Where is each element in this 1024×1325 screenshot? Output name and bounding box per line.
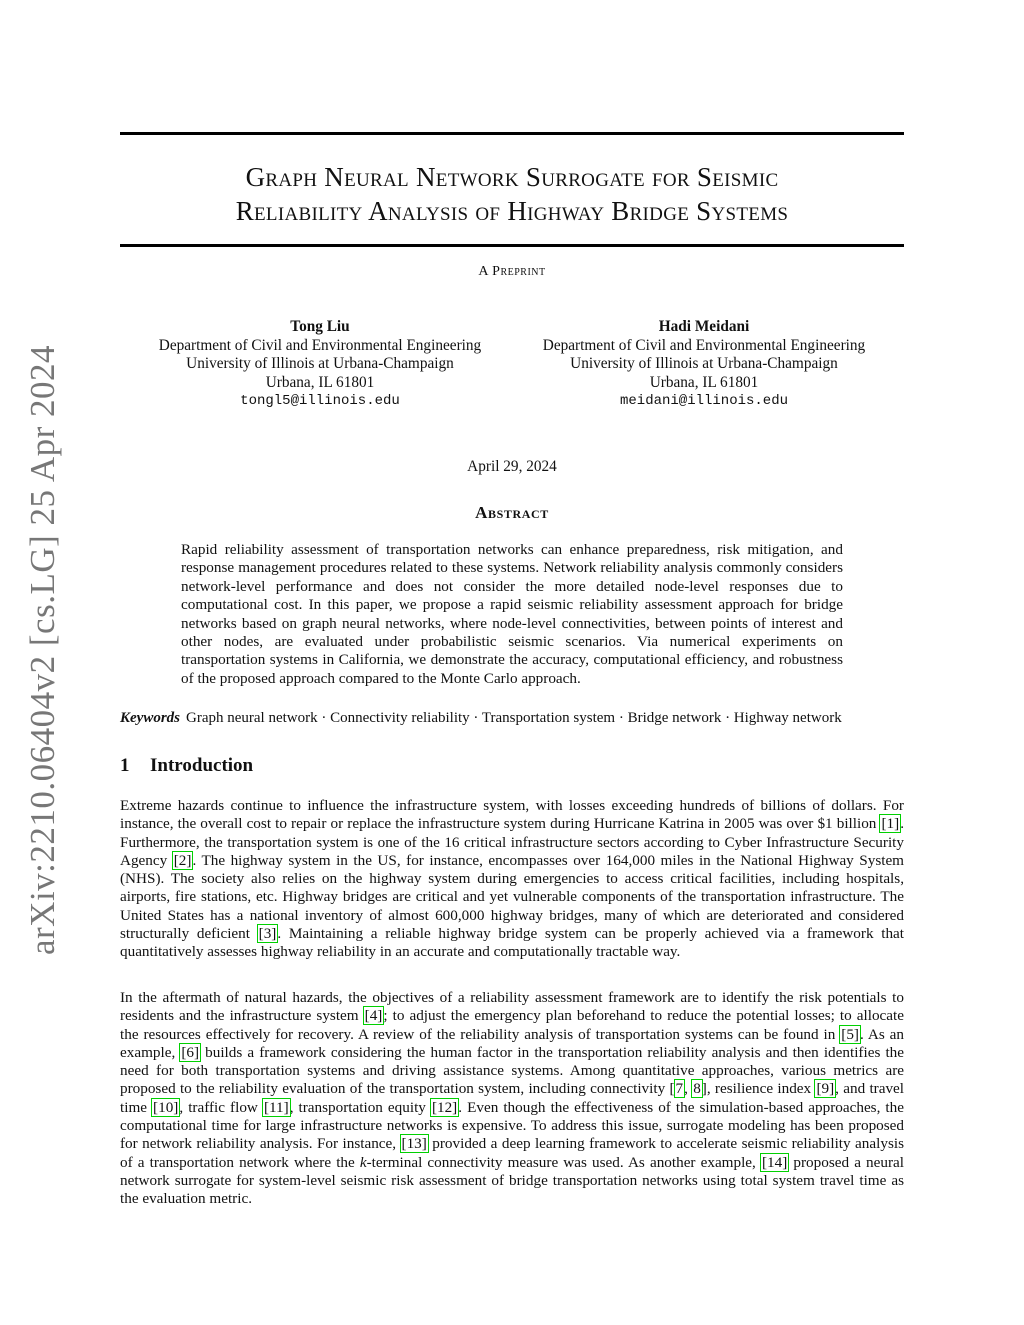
author-name: Tong Liu: [290, 318, 350, 335]
text-run: . As an example,: [120, 1025, 904, 1061]
text-run: provided a deep learning framework to accelerate seismic reliability analysis of a transportation network where the: [120, 1135, 904, 1171]
citation-link[interactable]: [10]: [153, 1098, 179, 1116]
text-run: . The highway system in the US, for instance, encompasses over 164,000 miles in the National Highway System (NHS). The society also relies on the highway system during emergencies to access critical facilities, including hospitals, airports, fire stations, etc. Highway bridges are critical and yet vulnerable components of the transportation infrastructure. The United States has a national inventory of almost 600,000 highway bridges, many of which are deteriorated and considered structurally deficient: [120, 851, 904, 943]
citation-link[interactable]: [4]: [364, 1007, 383, 1025]
citation-link[interactable]: [11]: [263, 1098, 289, 1116]
math-variable: k: [359, 1153, 367, 1171]
author-department: Department of Civil and Environmental Engineering: [158, 336, 482, 354]
title-bottom-rule: [120, 244, 904, 247]
arxiv-identifier-text: arXiv:2210.06404v2 [cs.LG] 25 Apr 2024: [23, 344, 62, 956]
author-block-1: [135, 318, 505, 411]
citation-link[interactable]: 8: [693, 1080, 701, 1098]
citation-link[interactable]: [3]: [258, 925, 277, 943]
text-run: ,: [684, 1080, 693, 1098]
intro-paragraph-1: [120, 797, 904, 962]
citation-link[interactable]: [2]: [173, 851, 192, 869]
author-city: Urbana, IL 61801: [265, 373, 375, 391]
text-run: , transportation equity: [289, 1098, 431, 1116]
arxiv-identifier: [18, 344, 68, 956]
title-top-rule: [120, 132, 904, 135]
title-line-2: Reliability Analysis of Highway Bridge Systems: [235, 196, 789, 226]
paper-date: April 29, 2024: [467, 458, 557, 475]
paper-title: [120, 160, 904, 228]
text-run: , and travel time: [120, 1080, 905, 1116]
abstract-heading: Abstract: [475, 503, 549, 522]
citation-link[interactable]: [14]: [761, 1153, 788, 1171]
author-email[interactable]: meidani@illinois.edu: [619, 393, 789, 410]
text-run: ; to adjust the emergency plan beforehand to reduce the potential losses; to allocate the resources effectively for recovery. A review of the reliability analysis of transportation systems can be found in: [120, 1007, 904, 1043]
author-department: Department of Civil and Environmental Engineering: [542, 336, 866, 354]
text-run: , traffic flow: [179, 1098, 263, 1116]
section-heading: [120, 755, 253, 777]
section-title: Introduction: [150, 755, 254, 776]
keywords-text: Graph neural network · Connectivity reliability · Transportation system · Bridge network · Highway network: [186, 710, 842, 726]
text-run: proposed a neural network surrogate for system-level seismic risk assessment of bridge transportation networks using total system travel time as the evaluation metric.: [120, 1153, 904, 1208]
text-run: . Maintaining a reliable highway bridge system can be properly achieved via a framework that quantitatively assesses highway reliability in an accurate and computationally tractable way.: [120, 925, 904, 961]
text-run: . Even though the effectiveness of the simulation-based approaches, the computational time for large infrastructure networks is expensive. To address this issue, surrogate modeling has been proposed for network reliability analysis. For instance,: [120, 1098, 904, 1153]
intro-paragraph-2: [120, 989, 904, 1209]
citation-link[interactable]: [5]: [841, 1025, 859, 1043]
preprint-label: A Preprint: [478, 264, 546, 279]
text-run: In the aftermath of natural hazards, the objectives of a reliability assessment framework are to identify the risk potentials to residents and the infrastructure system: [120, 989, 904, 1025]
citation-link[interactable]: [1]: [881, 815, 900, 833]
author-email[interactable]: tongl5@illinois.edu: [240, 393, 400, 410]
section-number: 1: [120, 755, 130, 776]
citation-link[interactable]: [12]: [431, 1098, 458, 1116]
author-city: Urbana, IL 61801: [649, 373, 759, 391]
text-run: builds a framework considering the human factor in the transportation reliability analysis and then identifies the need for both transportation systems and driving assistance systems. Among quantitative approaches, various metrics are proposed to the reliability evaluation of the transportation system, including connectivity [: [120, 1043, 904, 1098]
text-run: -terminal connectivity measure was used. As another example,: [366, 1153, 761, 1171]
citation-link[interactable]: [6]: [181, 1043, 200, 1061]
author-block-2: [519, 318, 889, 411]
abstract-text: Rapid reliability assessment of transportation networks can enhance preparedness, risk mitigation, and response management procedures related to these systems. Network reliability analysis commonly considers network-level performance and does not consider the more detailed node-level responses due to computational cost. In this paper, we propose a rapid seismic reliability assessment approach for bridge networks based on graph neural networks, where node-level connectivities, between points of interest and other nodes, are evaluated under probabilistic seismic scenarios. Via numerical experiments on transportation systems in California, we demonstrate the accuracy, computational efficiency, and robustness of the proposed approach compared to the Monte Carlo approach.: [181, 541, 843, 687]
text-run: ], resilience index: [701, 1080, 816, 1098]
author-name: Hadi Meidani: [658, 318, 750, 335]
citation-link[interactable]: [9]: [816, 1080, 835, 1098]
citation-link[interactable]: [13]: [401, 1135, 427, 1153]
keywords-line: [120, 709, 904, 727]
author-university: University of Illinois at Urbana-Champaign: [570, 355, 838, 373]
author-university: University of Illinois at Urbana-Champaign: [186, 355, 454, 373]
title-line-1: Graph Neural Network Surrogate for Seismic: [245, 162, 779, 192]
citation-link[interactable]: 7: [675, 1080, 684, 1098]
text-run: Extreme hazards continue to influence the infrastructure system, with losses exceeding hundreds of billions of dollars. For instance, the overall cost to repair or replace the infrastructure system during Hurricane Katrina in 2005 was over $1 billion: [120, 797, 904, 833]
text-run: . Furthermore, the transportation system is one of the 16 critical infrastructure sectors according to Cyber Infrastructure Security Agency: [120, 815, 904, 869]
keywords-label: Keywords: [120, 710, 180, 726]
